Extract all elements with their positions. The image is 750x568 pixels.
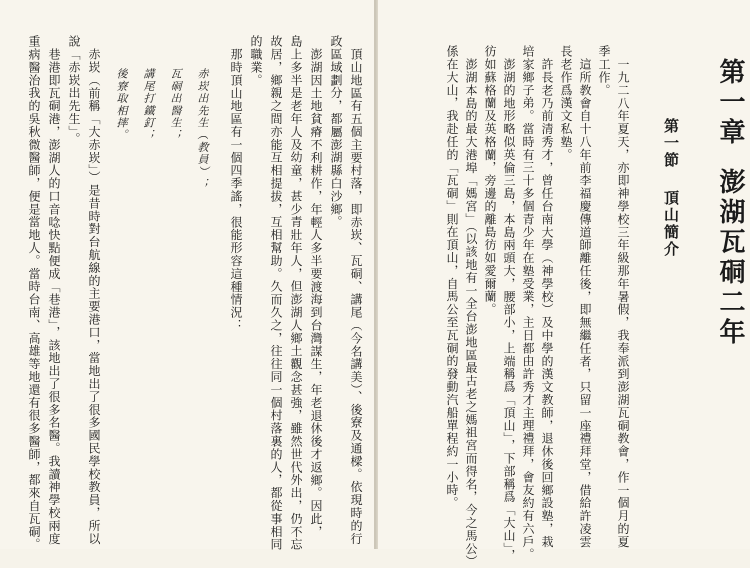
section-title: 頂山簡介 [662, 190, 680, 258]
paragraph-line: 澎湖因土地貧瘠不利耕作，年輕人多半要渡海到台灣謀生，年老退休後才返鄉。因此， [309, 48, 323, 539]
section-number: 第一節 [662, 118, 680, 169]
paragraph-line: 赤崁（前稱「大赤崁」）是昔時對台航線的主要港口，當地出了很多國民學校教員，所以 [87, 48, 101, 546]
right-page [376, 0, 750, 568]
paragraph-line: 故居，鄉親之間亦能互相提拔，互相幫助。久而久之，往往同一個村落裏的人，都從事相同 [269, 35, 283, 551]
paragraph-line: 澎湖的地形略似英倫三島，本島兩頭大，腰部小，上端稱爲「頂山」，下部稱爲「大山」， [502, 58, 516, 562]
paragraph-line: 一九二八年夏天，亦即神學校三年級那年暑假，我奉派到澎湖瓦硐教會，作一個月的夏 [616, 58, 630, 549]
paragraph-line: 島上多半是老年人及幼童，甚少青壯年人，但澎湖人鄉土觀念甚強，雖然世代外出，仍不忘 [289, 35, 303, 551]
paragraph-line: 頂山地區有五個主要村落，即赤崁、瓦硐、講尾（今名講美）、後寮及通樑。依現時的行 [349, 48, 363, 546]
poem-line: 後寮取相摔。 [115, 68, 128, 142]
poem-line: 瓦硐出醫生； [169, 68, 182, 142]
poem-line: 赤崁出先生（教員）； [196, 68, 209, 190]
paragraph-line: 彷如蘇格蘭及英格蘭，旁邊的離島彷如愛爾蘭。 [483, 45, 497, 316]
paragraph-line: 巷港即瓦硐港，澎湖人的口音唸快點便成「巷港」，該地出了很多名醫。我讀神學校兩度 [47, 48, 61, 546]
left-page [0, 0, 374, 549]
paragraph-line: 澎湖本島的最大港埠「媽宮」（以該地有一全台澎地區最古老之媽祖宮而得名，今之馬公） [464, 58, 478, 568]
chapter-number: 第一章 [715, 58, 745, 148]
poem-line: 講尾打鐵釘； [142, 68, 155, 142]
paragraph-line: 這所教會自十八年前李福慶傳道師離任後，即無繼任者，只留一座禮拜堂，借給許凌雲 [578, 58, 592, 549]
paragraph-line: 季工作。 [597, 45, 611, 97]
paragraph-line: 許長老乃前清秀才，曾任台南大學（神學校）及中學的漢文教師，退休後回鄉設塾，栽 [540, 58, 554, 549]
paragraph-line: 政區域劃分，都屬澎湖縣白沙鄉。 [329, 35, 343, 229]
chapter-title: 澎湖瓦硐二年 [715, 168, 745, 348]
paragraph-line: 說「赤崁出先生」。 [67, 35, 81, 146]
paragraph-line: 長老作爲漢文私塾。 [559, 45, 573, 162]
paragraph-line: 那時頂山地區有一個四季謠，很能形容這種情況： [229, 48, 243, 332]
paragraph-line: 係在大山，我赴任的「瓦硐」則在頂山，自馬公至瓦硐的發動汽船單程約一小時。 [445, 45, 459, 510]
paragraph-line: 培家鄉子弟。當時有三十多個青少年在塾受業，主日都由許秀才主理禮拜，會友約有六戶。 [521, 45, 535, 561]
paragraph-line: 的職業。 [249, 35, 263, 87]
paragraph-line: 重病醫治我的吳秋微醫師，便是當地人。當時台南、高雄等地還有很多醫師，都來自瓦硐。 [27, 35, 41, 551]
